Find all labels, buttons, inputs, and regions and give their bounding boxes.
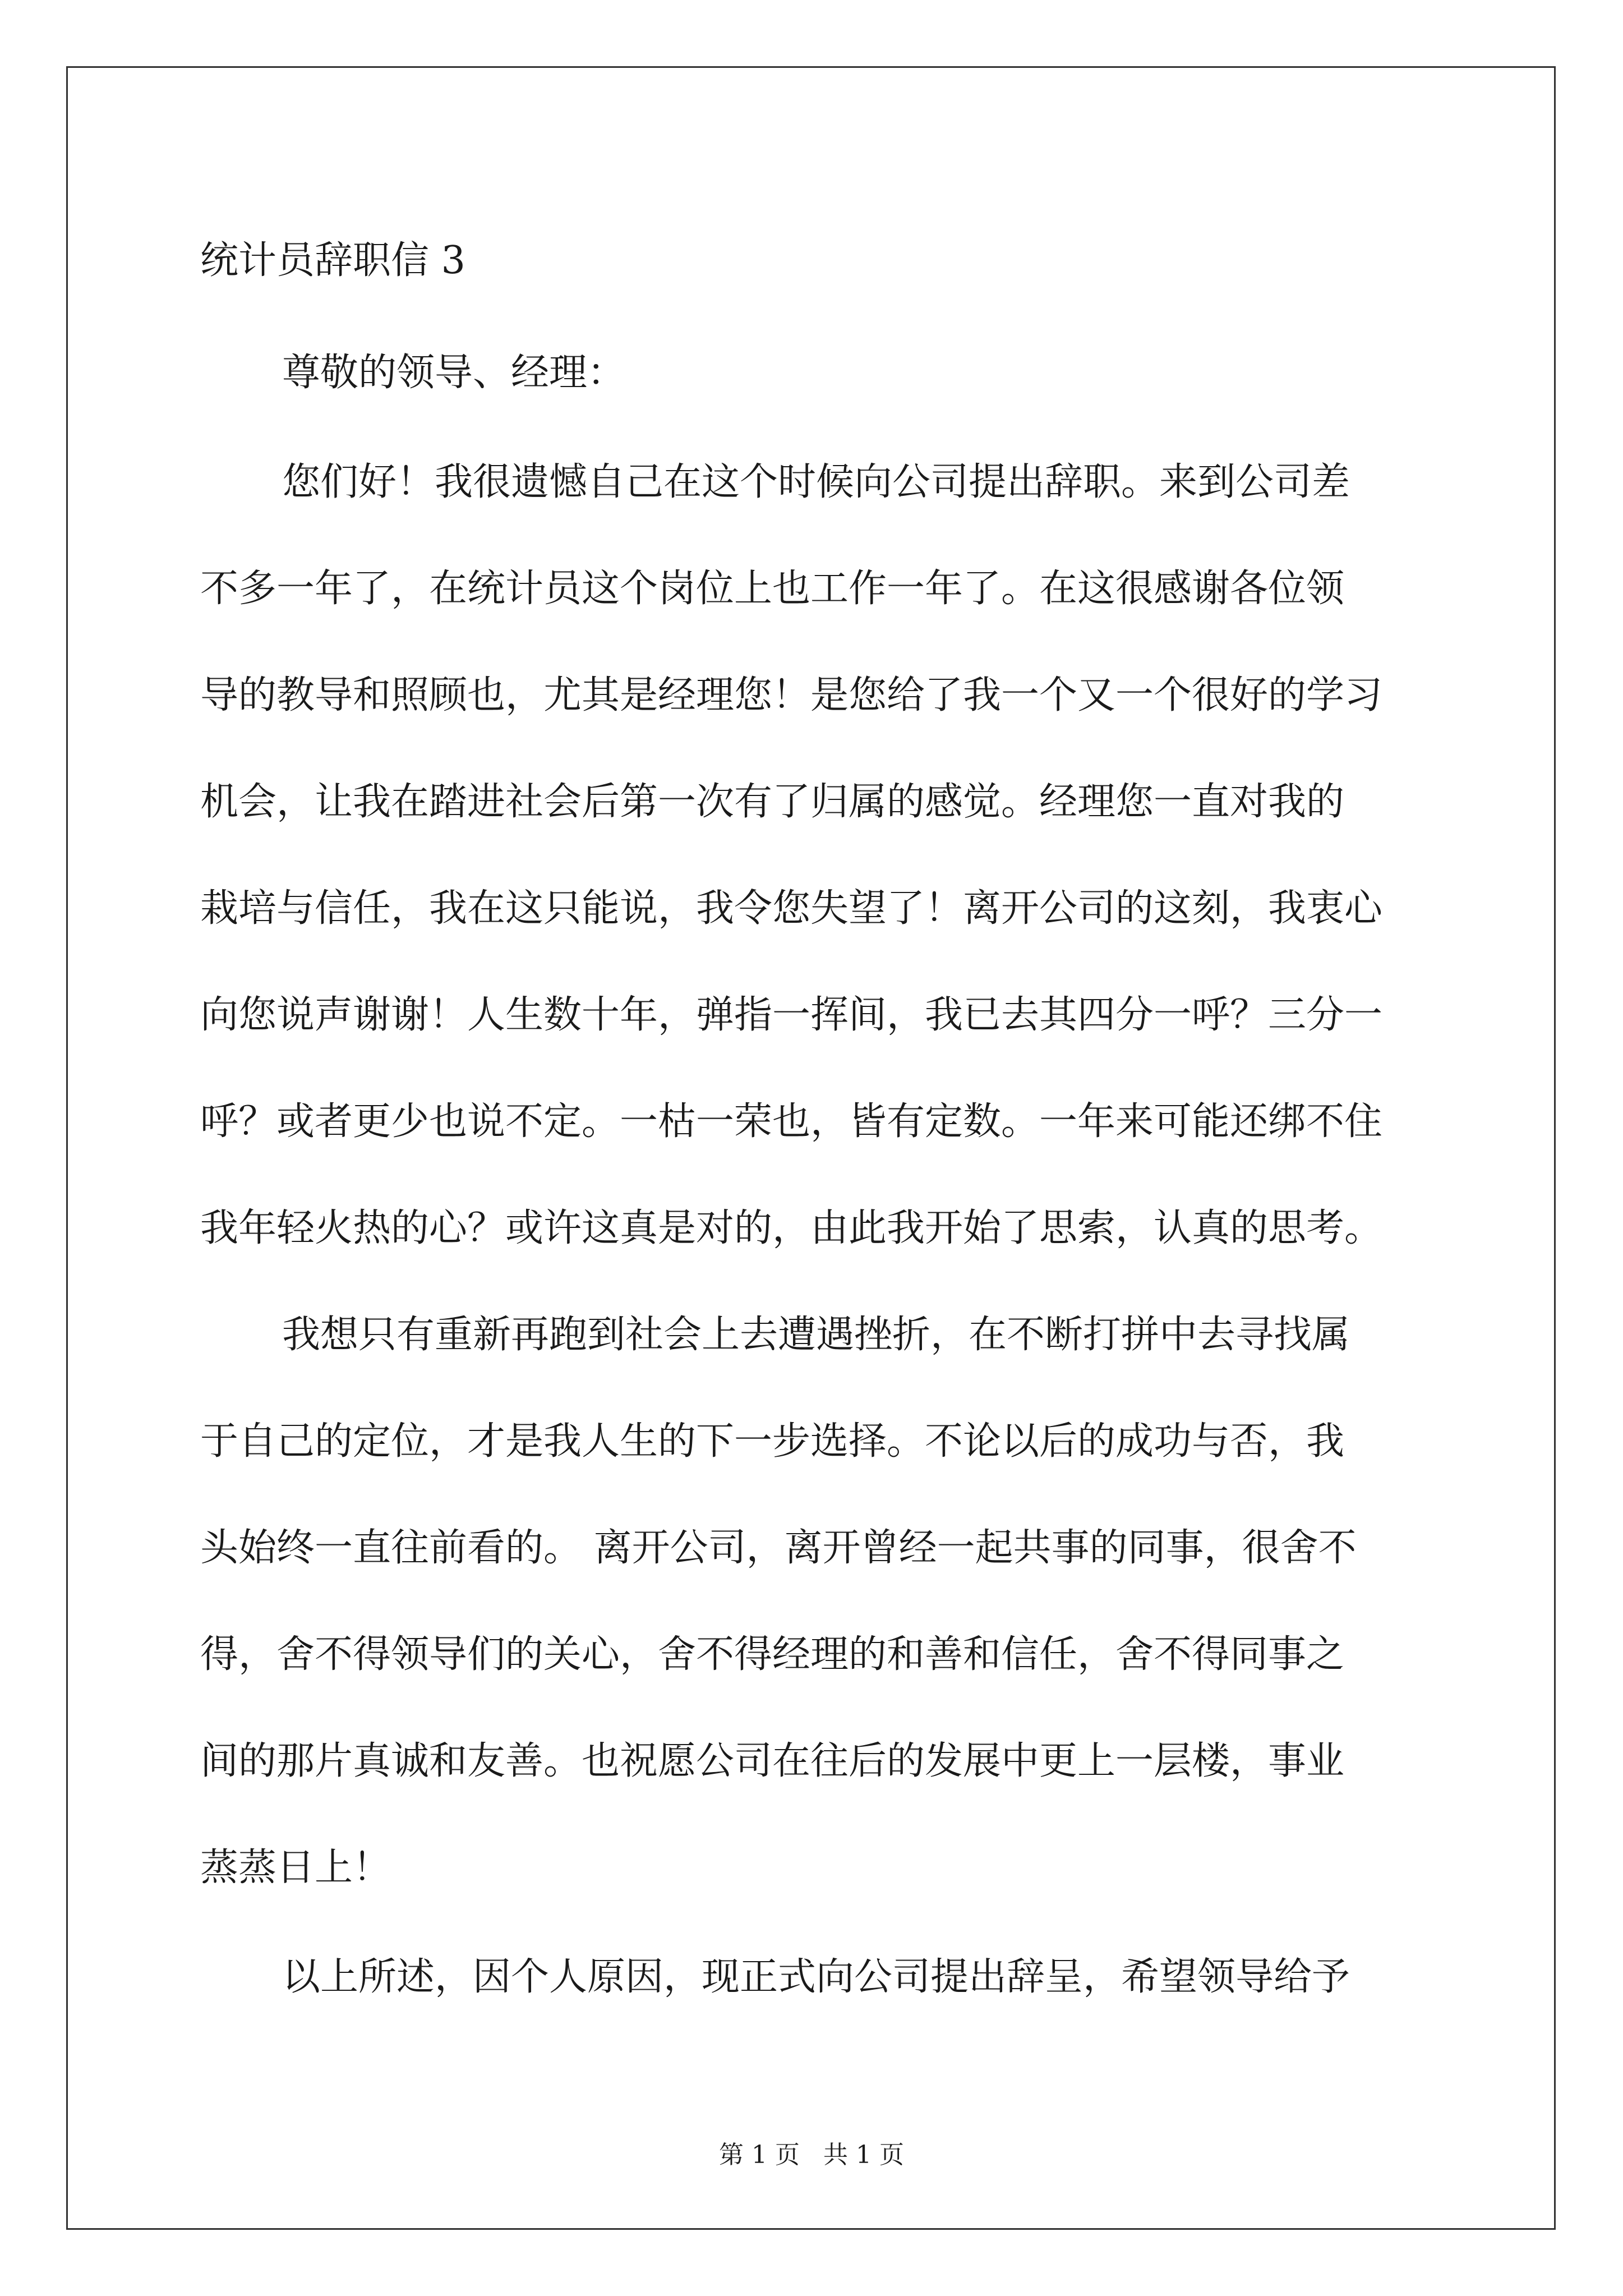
body-line: 导的教导和照顾也，尤其是经理您！是您给了我一个又一个很好的学习 bbox=[200, 673, 1383, 717]
document-title: 统计员辞职信 3 bbox=[200, 238, 465, 283]
body-line: 您们好！我很遗憾自己在这个时候向公司提出辞职。来到公司差 bbox=[282, 460, 1350, 504]
body-line: 以上所述，因个人原因，现正式向公司提出辞呈，希望领导给予 bbox=[282, 1955, 1350, 1999]
body-line: 向您说声谢谢！人生数十年，弹指一挥间，我已去其四分一呼？三分一 bbox=[200, 993, 1383, 1037]
body-line: 呼？或者更少也说不定。一枯一荣也，皆有定数。一年来可能还绑不住 bbox=[200, 1099, 1383, 1144]
body-line: 不多一年了，在统计员这个岗位上也工作一年了。在这很感谢各位领 bbox=[200, 567, 1345, 611]
body-line: 我想只有重新再跑到社会上去遭遇挫折，在不断打拼中去寻找属 bbox=[282, 1313, 1350, 1357]
body-line: 我年轻火热的心？或许这真是对的，由此我开始了思索，认真的思考。 bbox=[200, 1206, 1383, 1250]
page-number-footer: 第 1 页 共 1 页 bbox=[719, 2141, 904, 2169]
body-line: 间的那片真诚和友善。也祝愿公司在往后的发展中更上一层楼，事业 bbox=[200, 1739, 1345, 1783]
body-line: 头始终一直往前看的。 离开公司，离开曾经一起共事的同事，很舍不 bbox=[200, 1526, 1357, 1570]
body-line: 于自己的定位，才是我人生的下一步选择。不论以后的成功与否，我 bbox=[200, 1419, 1345, 1464]
body-line: 栽培与信任，我在这只能说，我令您失望了！离开公司的这刻，我衷心 bbox=[200, 886, 1383, 931]
body-line: 得，舍不得领导们的关心，舍不得经理的和善和信任，舍不得同事之 bbox=[200, 1632, 1345, 1677]
salutation: 尊敬的领导、经理： bbox=[282, 351, 626, 395]
body-line: 蒸蒸日上！ bbox=[200, 1846, 391, 1890]
body-line: 机会，让我在踏进社会后第一次有了归属的感觉。经理您一直对我的 bbox=[200, 780, 1345, 824]
